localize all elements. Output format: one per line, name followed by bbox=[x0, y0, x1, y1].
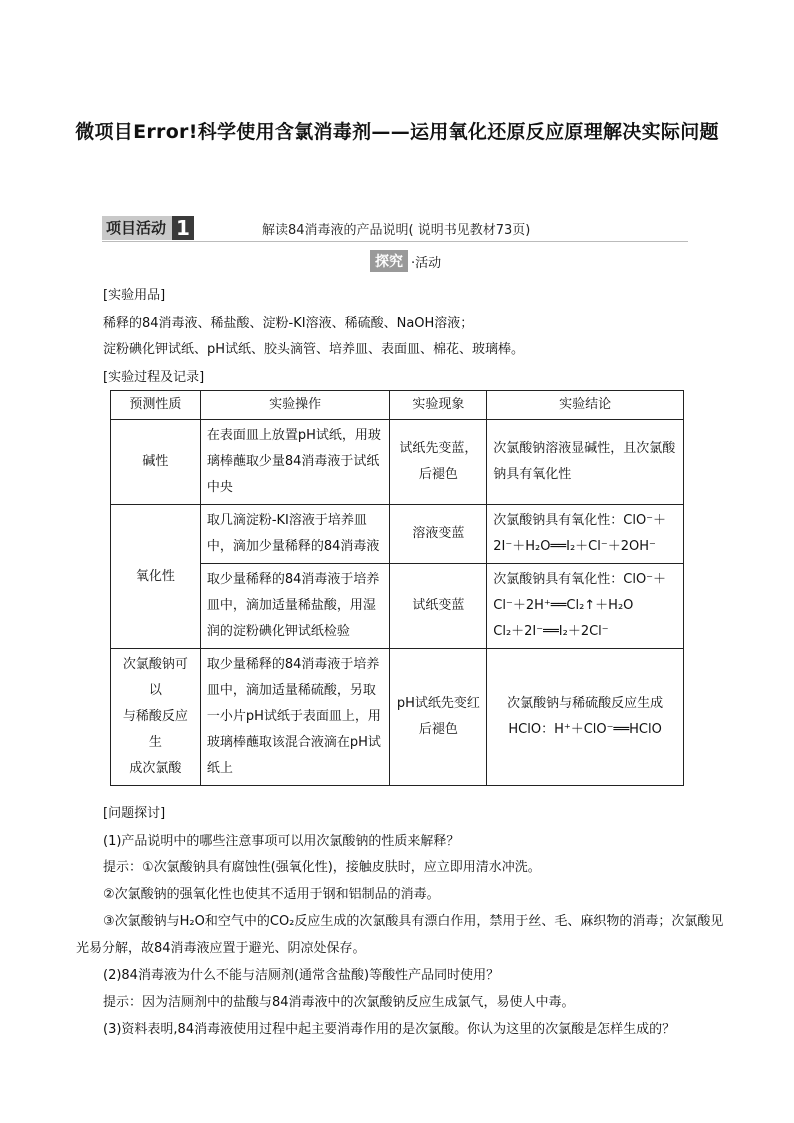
conclusion-cell: 次氯酸钠溶液显碱性，且次氯酸钠具有氧化性 bbox=[487, 420, 684, 505]
property-cell: 次氯酸钠可以 与稀酸反应生 成次氯酸 bbox=[111, 649, 201, 786]
property-cell: 碱性 bbox=[111, 420, 201, 505]
materials-line-1: 稀释的84消毒液、稀盐酸、淀粉-KI溶液、稀硫酸、NaOH溶液； bbox=[103, 316, 474, 331]
explore-tag: 探究 bbox=[370, 250, 408, 272]
operation-cell: 在表面皿上放置pH试纸，用玻璃棒蘸取少量84消毒液于试纸中央 bbox=[200, 420, 390, 505]
conclusion-cell: 次氯酸钠具有氧化性：ClO⁻＋2I⁻＋H₂O══I₂＋Cl⁻＋2OH⁻ bbox=[487, 505, 684, 564]
header-cell: 实验现象 bbox=[390, 391, 487, 420]
activity-badge-label: 项目活动 bbox=[102, 216, 172, 240]
discussion-header: [问题探讨] bbox=[103, 806, 166, 821]
header-cell: 实验结论 bbox=[487, 391, 684, 420]
materials-line-2: 淀粉碘化钾试纸、pH试纸、胶头滴管、培养皿、表面皿、棉花、玻璃棒。 bbox=[103, 342, 525, 357]
answer-1-part-3: ③次氯酸钠与H₂O和空气中的CO₂反应生成的次氯酸具有漂白作用，禁用于丝、毛、麻织物的消毒；次氯酸见光易分解，故84消毒液应置于避光、阴凉处保存。 bbox=[76, 914, 724, 956]
answer-1-part-1: 提示：①次氯酸钠具有腐蚀性(强氧化性)，接触皮肤时，应立即用清水冲洗。 bbox=[103, 860, 541, 875]
activity-badge bbox=[102, 216, 194, 240]
activity-header bbox=[102, 214, 688, 242]
conclusion-cell: 次氯酸钠具有氧化性：ClO⁻＋Cl⁻＋2H⁺══Cl₂↑＋H₂O Cl₂＋2I⁻══I₂＋2Cl⁻ bbox=[487, 564, 684, 649]
table-row bbox=[111, 420, 684, 505]
table-row bbox=[111, 505, 684, 564]
property-cell: 氧化性 bbox=[111, 505, 201, 649]
phenomenon-cell: 溶液变蓝 bbox=[390, 505, 487, 564]
operation-cell: 取少量稀释的84消毒液于培养皿中，滴加适量稀硫酸，另取一小片pH试纸于表面皿上，用玻璃棒蘸取该混合液滴在pH试纸上 bbox=[200, 649, 390, 786]
explore-label: ·活动 bbox=[411, 255, 442, 271]
header-cell: 实验操作 bbox=[200, 391, 390, 420]
phenomenon-cell: 试纸先变蓝，后褪色 bbox=[390, 420, 487, 505]
explore-heading bbox=[370, 250, 441, 272]
materials-header: [实验用品] bbox=[103, 288, 166, 303]
answer-2: 提示：因为洁厕剂中的盐酸与84消毒液中的次氯酸钠反应生成氯气，易使人中毒。 bbox=[103, 995, 575, 1010]
page-title: 微项目Error!科学使用含氯消毒剂——运用氧化还原反应原理解决实际问题 bbox=[75, 121, 719, 143]
phenomenon-cell: pH试纸先变红后褪色 bbox=[390, 649, 487, 786]
question-2: (2)84消毒液为什么不能与洁厕剂(通常含盐酸)等酸性产品同时使用？ bbox=[103, 968, 500, 983]
conclusion-cell: 次氯酸钠与稀硫酸反应生成HClO：H⁺＋ClO⁻══HClO bbox=[487, 649, 684, 786]
activity-divider bbox=[102, 241, 688, 242]
question-1: (1)产品说明中的哪些注意事项可以用次氯酸钠的性质来解释？ bbox=[103, 834, 460, 849]
table-header-row bbox=[111, 391, 684, 420]
table-row bbox=[111, 649, 684, 786]
answer-1-part-2: ②次氯酸钠的强氧化性也使其不适用于钢和铝制品的消毒。 bbox=[103, 887, 440, 902]
header-cell: 预测性质 bbox=[111, 391, 201, 420]
operation-cell: 取少量稀释的84消毒液于培养皿中，滴加适量稀盐酸，用湿润的淀粉碘化钾试纸检验 bbox=[200, 564, 390, 649]
phenomenon-cell: 试纸变蓝 bbox=[390, 564, 487, 649]
activity-badge-number: 1 bbox=[172, 216, 194, 240]
process-header: [实验过程及记录] bbox=[103, 370, 205, 385]
question-3: (3)资料表明,84消毒液使用过程中起主要消毒作用的是次氯酸。你认为这里的次氯酸是怎样生成的？ bbox=[103, 1022, 676, 1037]
activity-title: 解读84消毒液的产品说明( 说明书见教材73页) bbox=[262, 223, 531, 238]
experiment-table bbox=[110, 390, 684, 786]
operation-cell: 取几滴淀粉-KI溶液于培养皿中，滴加少量稀释的84消毒液 bbox=[200, 505, 390, 564]
